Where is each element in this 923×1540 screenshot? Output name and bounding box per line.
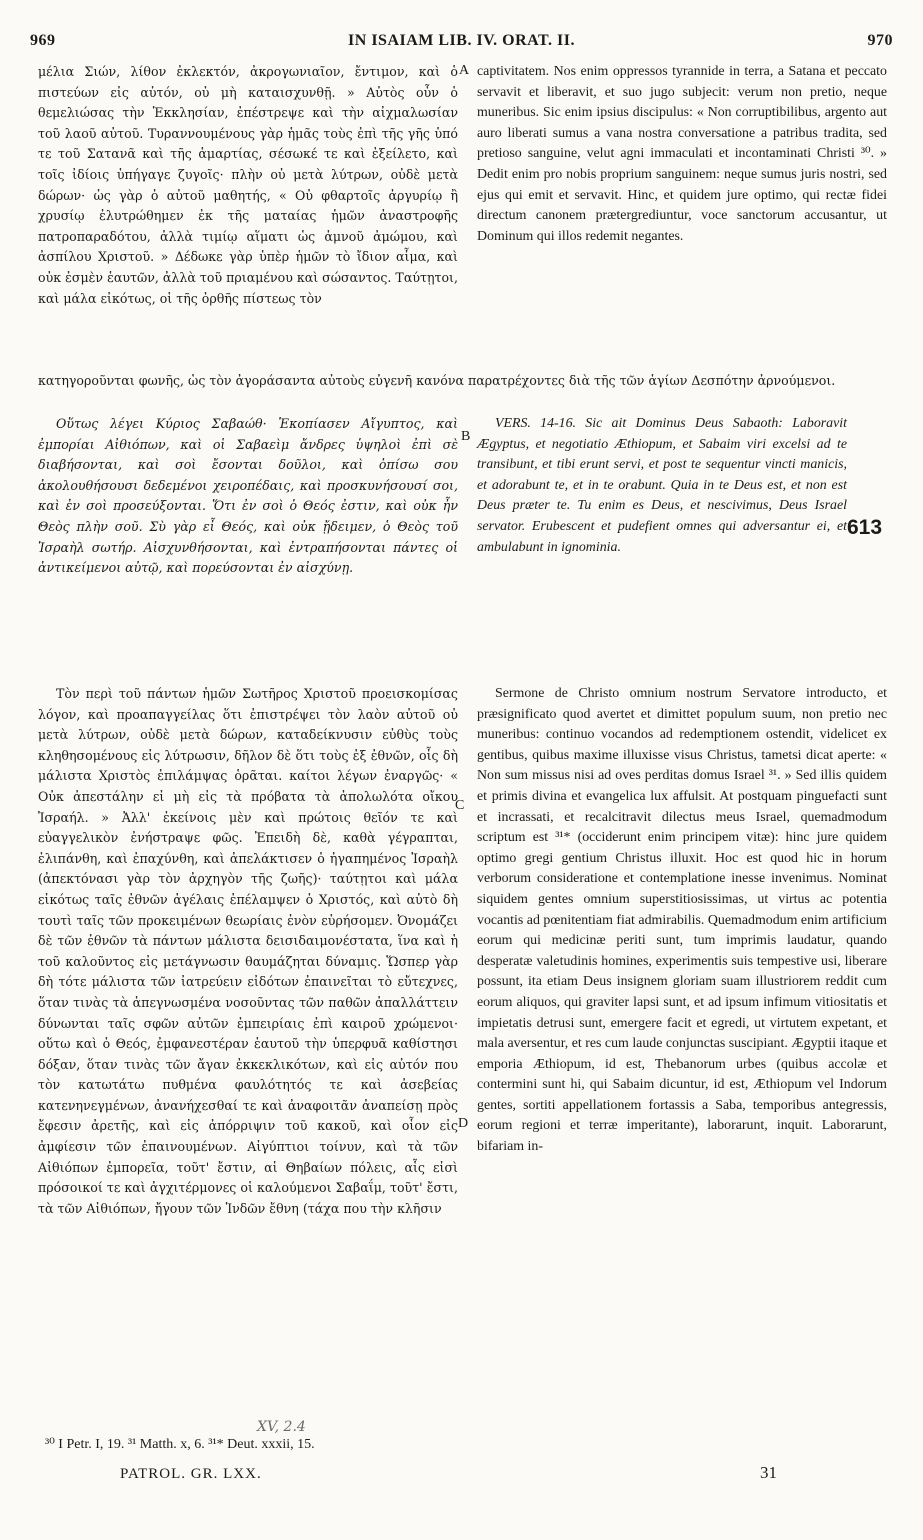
greek-column-block-3 <box>38 684 458 1219</box>
page-number-right: 970 <box>867 32 893 49</box>
footer-series: PATROL. GR. LXX. <box>120 1466 262 1482</box>
greek-spanning-line: κατηγοροῦνται φωνῆς, ὡς τὸν ἀγοράσαντα αὐτοὺς εὐγενῆ κανόνα παρατρέχοντες διὰ τῆς τῶν ἁγίων Δεσπότην ἀρνούμενοι. <box>38 373 836 388</box>
footer-signature-number: 31 <box>760 1463 777 1482</box>
greek-commentary: Τὸν περὶ τοῦ πάντων ἡμῶν Σωτῆρος Χριστοῦ προεισκομίσας λόγον, καὶ προαπαγγείλας ὅτι ἐπιστρέψει τὸν λαὸν αὐτοῦ οὐ μετὰ λύτρων, οὐδὲ μετὰ δώρων, καταδείκνυσιν εὐθὺς τοὺς κληθησομένους εἰς λύτρωσιν, δῆλον δὲ ὅτι τοὺς ἐξ ἐθνῶν, οἷς δὴ μάλιστα Χριστὸς ἐπιλάμψας ὁρᾶται. καίτοι λέγων ἐναργῶς· « Οὐκ ἀπεστάλην εἰ μὴ εἰς τὰ πρόβατα τὰ ἀπολωλότα οἴκου Ἰσραήλ. » Ἀλλ' ἐκείνοις μὲν καὶ πρώτοις θεῖόν τε καὶ εὐαγγελικὸν ἐνήστραψε φῶς. Ἐπειδὴ δὲ, καθὰ γέγραπται, ἐλιπάνθη, καὶ ἐπαχύνθη, καὶ ἀπελάκτισεν ὁ ἠγαπημένος Ἰσραὴλ (ἀπεκτόνασι γὰρ τὸν ἀρχηγὸν τῆς ζωῆς)· ταύτῃτοι καὶ μάλα εἰκότως ταῖς ἐθνῶν ἀγέλαις ἐπέλαμψεν ὁ Χριστός, καὶ αὐτὸ δὴ τουτὶ ταῖς τῶν προκειμένων θεωρίαις ἐνὸν εὑρήσομεν. Ὀνομάζει δὲ τῶν ἐθνῶν τὰ πάντων μάλιστα δεισιδαιμονέστατα, ἵνα καὶ ἡ τοῦ καλοῦντος εἰς μετάγνωσιν θαυμάζηται δύναμις. Ὥσπερ γὰρ δὴ τότε μάλιστα τῶν ἰατρεύειν εἰδότων ἐπαινεῖται τὸ εὔτεχνες, ὅταν τινὰς τὰ ἀπεγνωσμένα νοσοῦντας τῶν παθῶν ἀπαλλάττειν δύνωνται ταῖς σφῶν αὐτῶν ἐμπειρίαις ἐπὶ καιροῦ χρώμενοι· οὕτω καὶ ὁ Θεός, ἐμφανεστέραν ἑαυτοῦ τὴν ὑπερφυᾶ καθίστησι δόξαν, ὅταν τινὰς τῶν ἄγαν ἐκκεκλικότων, καὶ εἰς αὐτόν που τὸν κατωτάτω πυθμένα φαυλότητός τε καὶ ἀσεβείας κατενηνεγμένων, ἀνανήχεσθαί τε καὶ ἀναφοιτᾶν ἀναπείσῃ πρὸς ἔφεσιν ἀρετῆς, καὶ εἰς ἀπόρριψιν τοῦ κακοῦ, καὶ οἷον εἰς ἀμφίεσιν τῶν ἐπαινουμένων. Αἰγύπτιοι τοίνυν, καὶ τὰ τῶν Αἰθιόπων ἐμπορεῖα, τοῦτ' ἔστιν, αἱ Θηβαίων πόλεις, αἷς εἰσὶ πρόσοικοί τε καὶ ἀγχιτέρμονες οἱ καλούμενοι Σαβαΐμ, τοῦτ' ἔστι, τὰ τῶν Αἰθιόπων, ἤγουν τῶν Ἰνδῶν ἔθνη (τάχα που τὴν κλῆσιν <box>38 686 458 1216</box>
latin-column-block-3 <box>477 684 887 1158</box>
greek-column-block-2 <box>38 414 458 579</box>
margin-letter-a: A <box>459 63 470 78</box>
margin-letter-d: D <box>458 1116 469 1131</box>
running-header <box>30 32 893 56</box>
greek-paragraph-1: μέλια Σιών, λίθον ἐκλεκτόν, ἀκρογωνιαῖον, ἔντιμον, καὶ ὁ πιστεύων εἰς αὐτόν, οὐ μὴ καταισχυνθῇ. » Αὐτὸς οὖν ὁ θεμελιώσας τὴν Ἐκκλησίαν, ἐπέστρεψε καὶ τὴν αἰχμαλωσίαν τοῦ λαοῦ αὐτοῦ. Τυραννουμένους γὰρ ἡμᾶς τοὺς ἐπὶ τῆς γῆς ὑπό τε τοῦ Σατανᾶ καὶ τῆς ἁμαρτίας, σέσωκέ τε καὶ ἐξείλετο, καὶ τοῖς ἰδίοις ὑπήγαγε ζυγοῖς· πλὴν οὐ μετὰ λύτρων, οὐδὲ μετὰ δώρων· ὡς γὰρ ὁ αὐτοῦ μαθητής, « Οὐ φθαρτοῖς ἀργυρίῳ ἢ χρυσίῳ ἐλυτρώθημεν ἐκ τῆς ματαίας ἡμῶν ἀναστροφῆς πατροπαραδότου, ἀλλὰ τιμίῳ αἵματι ὡς ἀμνοῦ ἀμώμου, καὶ ἀσπίλου Χριστοῦ. » Δέδωκε γὰρ ὑπὲρ ἡμῶν τὸ ἴδιον αἷμα, καὶ οὐκ ἐσμὲν ἑαυτῶν, ἀλλὰ τοῦ πριαμένου καὶ σώσαντος. Ταύτῃτοι, καὶ μάλα εἰκότως, οἱ τῆς ὀρθῆς πίστεως τὸν <box>38 64 458 306</box>
margin-letter-b: B <box>461 429 471 444</box>
latin-column-block-1 <box>477 62 887 247</box>
header-title: IN ISAIAM LIB. IV. ORAT. II. <box>348 32 575 49</box>
latin-commentary: Sermone de Christo omnium nostrum Servatore introducto, et præsignificato quod avertet et dimittet populum suum, non pretio nec muneribus: continuo vocandos ad redemptionem ostendit, videlicet ex gentibus, quibus maxime illuxisse visus Christus, tametsi dicat aperte: « Non sum missus nisi ad oves perditas domus Israel ³¹. » Sed illis quidem et primis divina et evangelica lux affulsit. At postquam pinguefacti sunt et incrassati, et recalcitravit dilectus meus Israel, quemadmodum scriptum est ³¹* (occiderunt enim principem vitæ): hinc jure quidem optimo gregi gentium Christus illuxit. Hoc est quod hic in horum verborum consideratione et contemplatione inesse invenimus. Nominat siquidem gentes omnium superstitiosissimas, ut virtus ac potentia vocantis ad pœnitentiam fiat admirabilis. Quemadmodum enim artificium eorum qui medicinæ periti sunt, tum imprimis laudatur, quando desperatæ valetudinis homines, experimentis suis tempestive usi, liberare possunt, ita etiam Deus insignem gloriam suam illustriorem reddit cum eorum aliquos, qui graviter lapsi sunt, et ad ipsum infimum vitiositatis et impietatis detrusi sunt, emergere facit et egredi, ut virtutem expetant, et mala aversentur, et res cum laude conjunctas suscipiant. Ægyptii itaque et emporia Æthiopum, id est, Thebanorum urbes (quibus accolæ et contermini sunt hi, qui Sabaim dicuntur, id est, Æthiopum vel Indorum gentes, sortiti appellationem fortassis a Saba, temporibus antegressis, eorum regioni et terræ imperitante), laborarunt, inquit. Laborarunt, bifariam in- <box>477 686 887 1155</box>
latin-scripture-verse: VERS. 14-16. Sic ait Dominus Deus Sabaoth: Laboravit Ægyptus, et negotiatio Æthiopum, et Sabaim viri excelsi ad te transibunt, et tibi erunt servi, et post te sequentur vincti manicis, et adorabunt te, et in te orabunt. Quia in te Deus est, et non est Deus præter te. Tu enim es Deus, et nescivimus, Deus Israel servator. Erubescent et pudefient omnes qui adversantur ei, et ambulabunt in ignominia. <box>477 416 847 555</box>
column-number-613: 613 <box>847 516 883 539</box>
latin-column-block-2 <box>477 414 887 558</box>
greek-column-block-1 <box>38 62 458 309</box>
page-number-left: 969 <box>30 32 56 49</box>
handwritten-note: XV, 2.4 <box>257 1419 306 1435</box>
margin-letter-c: C <box>455 798 465 813</box>
latin-paragraph-1: captivitatem. Nos enim oppressos tyrannide in terra, a Satana et peccato servavit et liberavit, et suo jugo subjecit: verum non pretio, neque muneribus. Sic enim ipsius discipulus: « Non corruptibilibus, argento aut auro liberati sumus a vana nostra conversatione a patribus tradita, sed pretioso sanguine, velut agni immaculati et incontaminati Christi ³⁰. » Dedit enim pro nobis proprium sanguinem: neque sumus juris nostri, sed ejus qui emit et servavit. Hinc, et quidem jure optimo, qui rectæ fidei directum canonem prætergrediuntur, voce sanctorum accusantur, ut Dominum qui illos redemit negantes. <box>477 64 887 244</box>
footnotes: ³⁰ I Petr. I, 19. ³¹ Matth. x, 6. ³¹* Deut. xxxii, 15. <box>45 1437 315 1452</box>
greek-scripture-verse: Οὕτως λέγει Κύριος Σαβαώθ· Ἐκοπίασεν Αἴγυπτος, καὶ ἐμπορίαι Αἰθιόπων, καὶ οἱ Σαβαεὶμ ἄνδρες ὑψηλοὶ ἐπὶ σὲ διαβήσονται, καὶ σοὶ ἔσονται δοῦλοι, καὶ ὀπίσω σου ἀκολουθήσουσι δεδεμένοι χειροπέδαις, καὶ προσκυνήσουσί σοι, καὶ ἐν σοὶ προσεύξονται. Ὅτι ἐν σοὶ ὁ Θεός ἐστιν, καὶ οὐκ ἦν Θεὸς πλὴν σοῦ. Σὺ γὰρ εἶ Θεός, καὶ οὐκ ᾔδειμεν, ὁ Θεὸς τοῦ Ἰσραὴλ σωτήρ. Αἰσχυνθήσονται, καὶ ἐντραπήσονται πάντες οἱ ἀντικείμενοι αὐτῷ, καὶ πορεύσονται ἐν αἰσχύνῃ. <box>38 416 458 576</box>
